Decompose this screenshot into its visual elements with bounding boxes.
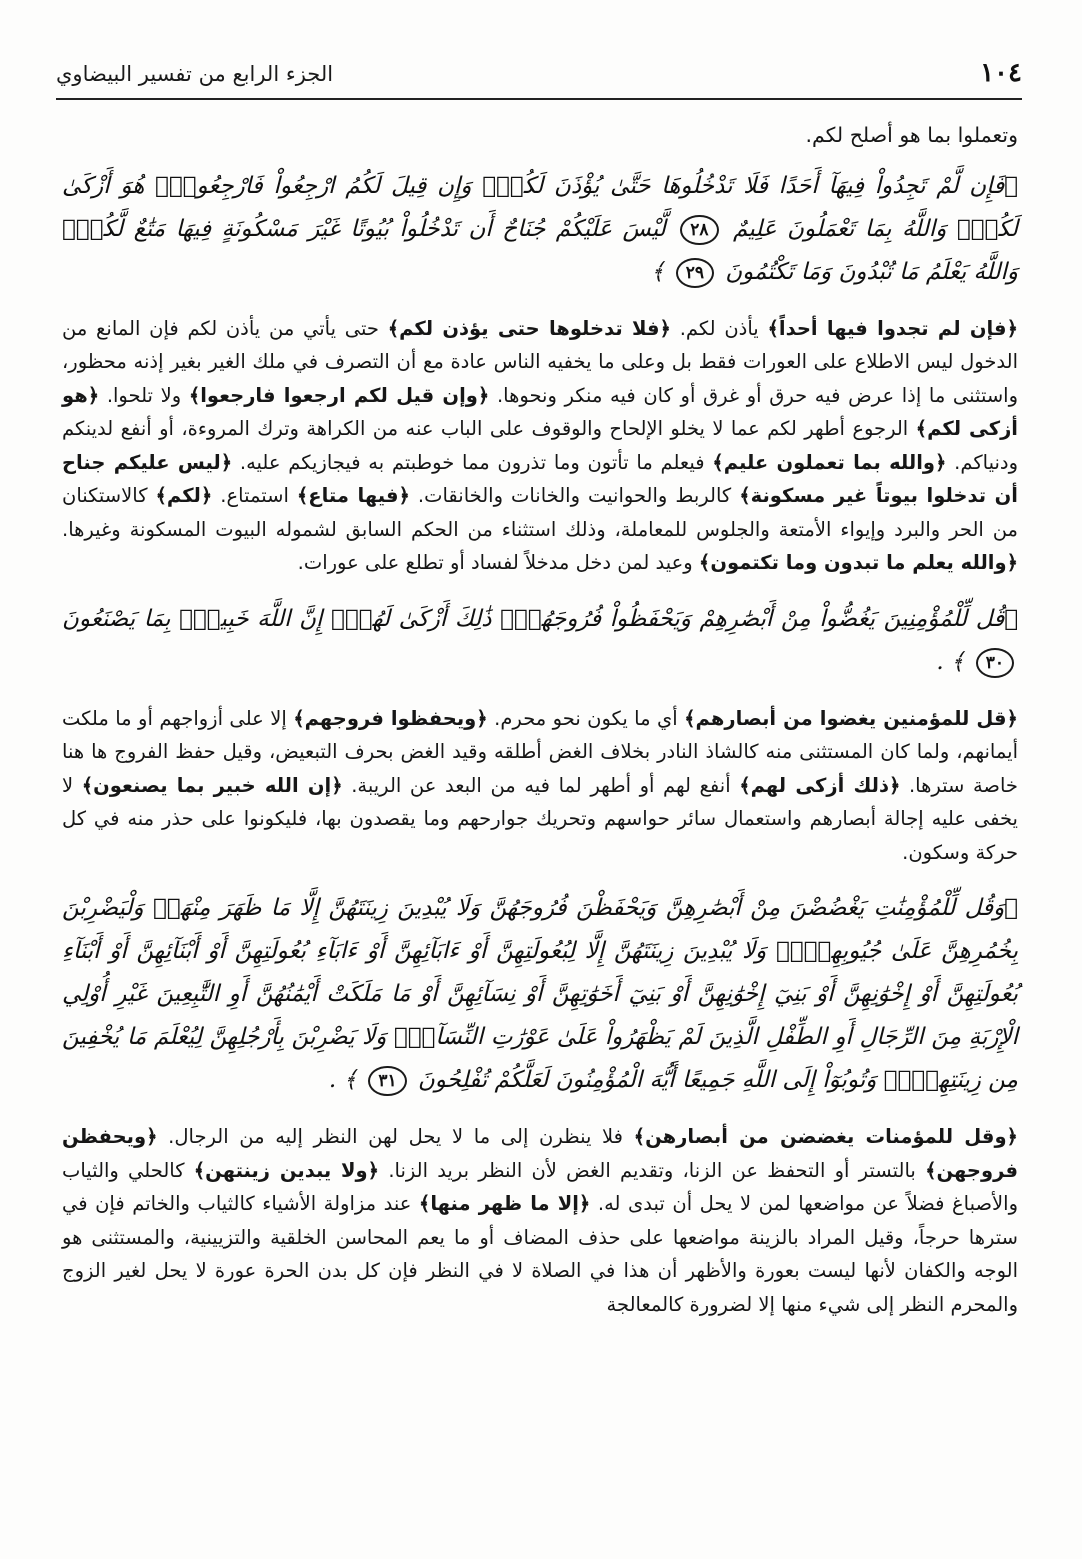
quran-verse-block-31 (62, 887, 1018, 1102)
verse-close-bracket: ﴾ (650, 258, 665, 285)
verse-text: لَّيْسَ عَلَيْكُمْ جُنَاحٌ أَن تَدْخُلُواْ بُيُوتًا غَيْرَ مَسْكُونَةٍ فِيهَا مَتَٰعٌ لَّكُمْۚ وَاللَّهُ يَعْلَمُ مَا تُبْدُونَ وَمَا تَكْتُمُونَ (62, 215, 1018, 285)
quoted-phrase: ﴿ولا يبدين زينتهن﴾ (193, 1158, 380, 1182)
verse-close-bracket: ﴾ . (936, 648, 965, 675)
quoted-phrase: ﴿وإن قيل لكم ارجعوا فارجعوا﴾ (188, 383, 490, 407)
commentary-text: يأذن لكم. (670, 316, 768, 340)
commentary-text: الرجوع أطهر لكم عما لا يخلو الإلحاح والوقوف على الباب عنه من الكراهة وترك المروءة، أو أنفع لدينكم ودنياكم. (62, 417, 1018, 474)
ayah-number-29: ٢٩ (676, 258, 714, 288)
quoted-phrase: ﴿فلا تدخلوها حتى يؤذن لكم﴾ (387, 316, 671, 340)
quran-verse-block-28-29 (62, 165, 1018, 294)
quoted-phrase: ﴿هو أزكى لكم﴾ (62, 383, 1018, 440)
verse-close-bracket: ﴾ . (328, 1067, 358, 1093)
page-header (56, 52, 1022, 100)
verse-text: ﴿فَإِن لَّمْ تَجِدُواْ فِيهَآ أَحَدًا فَلَا تَدْخُلُوهَا حَتَّىٰ يُؤْذَنَ لَكُمْۖ وَإِن قِيلَ لَكُمُ ارْجِعُواْ فَارْجِعُواْۖ هُوَ أَزْكَىٰ لَكُمْۚ وَاللَّهُ بِمَا تَعْمَلُونَ عَلِيمٌ (62, 172, 1018, 242)
quoted-phrase: ﴿ذلك أزكى لهم﴾ (739, 773, 901, 797)
commentary-text: استمتاع. (212, 484, 297, 507)
commentary-text: إلا على أزواجهم أو ما ملكت أيمانهم، ولما كان المستثنى منه كالشاذ النادر بخلاف الغض أطلقه وقيد الغض بحرف التبعيض، وقيل حفظ الفروج ها هنا خاصة سترها. (62, 706, 1018, 797)
running-title: الجزء الرابع من تفسير البيضاوي (56, 62, 334, 86)
commentary-text: فيعلم ما تأتون وما تذرون مما خوطبتم به فيجازيكم عليه. (232, 450, 713, 474)
commentary-text: حتى يأتي من يأذن لكم فإن المانع من الدخول ليس الاطلاع على العورات فقط بل وعلى ما يخفيه الناس عادة مع أن التصرف في ملك الغير بغير إذنه محظور، واستثنى ما إذا عرض فيه حرق أو غرق أو كان فيه منكر ونحوها. (62, 316, 1018, 407)
commentary-text: أنفع لهم أو أطهر لما فيه من البعد عن الريبة. (342, 773, 740, 797)
commentary-text: ولا تلحوا. (99, 383, 189, 407)
page-number: ١٠٤ (980, 58, 1022, 88)
commentary-paragraph-31 (62, 1120, 1018, 1321)
commentary-text: وعيد لمن دخل مدخلاً لفساد أو تطلع على عورات. (297, 551, 699, 574)
commentary-text: كالحلي والثياب والأصباغ فضلاً عن مواضعها لمن لا يحل أن تبدى له. (62, 1158, 1018, 1215)
quoted-phrase: ﴿فيها متاع﴾ (296, 484, 410, 507)
commentary-text: أي ما يكون نحو محرم. (487, 706, 685, 730)
quoted-phrase: ﴿والله يعلم ما تبدون وما تكتمون﴾ (698, 551, 1018, 574)
verse-text: ﴿قُل لِّلْمُؤْمِنِينَ يَغُضُّواْ مِنْ أَبْصَٰرِهِمْ وَيَحْفَظُواْ فُرُوجَهُمْۚ ذَٰلِكَ أَزْكَىٰ لَهُمْۗ إِنَّ اللَّهَ خَبِيرٌۢ بِمَا يَصْنَعُونَ (62, 605, 1018, 632)
quoted-phrase: ﴿ويحفظوا فروجهم﴾ (293, 706, 488, 730)
ayah-number-30: ٣٠ (976, 648, 1014, 678)
quoted-phrase: ﴿فإن لم تجدوا فيها أحداً﴾ (767, 316, 1018, 340)
quoted-phrase: ﴿قل للمؤمنين يغضوا من أبصارهم﴾ (684, 706, 1018, 730)
commentary-text: عند مزاولة الأشياء كالثياب والخاتم فإن في سترها حرجاً، وقيل المراد بالزينة مواضعها على حذف المضاف أو ما يعم المحاسن الخلقية والتزيينية، والمستثنى هو الوجه والكفان لأنها ليست بعورة والأظهر أن هذا في الصلاة لا في النظر فإن كل بدن الحرة عورة لا يحل لغير الزوج والمحرم النظر إلى شيء منها إلا لضرورة كالمعالجة (62, 1192, 1018, 1316)
quoted-phrase: ﴿ليس عليكم جناح أن تدخلوا بيوتاً غير مسكونة﴾ (62, 450, 1018, 507)
quran-verse-block-30 (62, 598, 1018, 684)
paragraph-continuation: وتعملوا بما هو أصلح لكم. (805, 123, 1018, 147)
quoted-phrase: ﴿والله بما تعملون عليم﴾ (712, 450, 947, 474)
commentary-text: كالاستكنان من الحر والبرد وإيواء الأمتعة والجلوس للمعاملة، وذلك استثناء من الحكم السابق لشموله البيوت المسكونة وغيرها. (62, 484, 1018, 541)
commentary-paragraph-30 (62, 702, 1018, 870)
verse-text: ﴿وَقُل لِّلْمُؤْمِنَٰتِ يَغْضُضْنَ مِنْ أَبْصَٰرِهِنَّ وَيَحْفَظْنَ فُرُوجَهُنَّ وَلَا يُبْدِينَ زِينَتَهُنَّ إِلَّا مَا ظَهَرَ مِنْهَاۖ وَلْيَضْرِبْنَ بِخُمُرِهِنَّ عَلَىٰ جُيُوبِهِنَّۖ وَلَا يُبْدِينَ زِينَتَهُنَّ إِلَّا لِبُعُولَتِهِنَّ أَوْ ءَابَآئِهِنَّ أَوْ ءَابَآءِ بُعُولَتِهِنَّ أَوْ أَبْنَآئِهِنَّ أَوْ أَبْنَآءِ بُعُولَتِهِنَّ أَوْ إِخْوَٰنِهِنَّ أَوْ بَنِيٓ إِخْوَٰنِهِنَّ أَوْ بَنِيٓ أَخَوَٰتِهِنَّ أَوْ نِسَآئِهِنَّ أَوْ مَا مَلَكَتْ أَيْمَٰنُهُنَّ أَوِ التَّٰبِعِينَ غَيْرِ أُوْلِي الْإِرْبَةِ مِنَ الرِّجَالِ أَوِ الطِّفْلِ الَّذِينَ لَمْ يَظْهَرُواْ عَلَىٰ عَوْرَٰتِ النِّسَآءِۖ وَلَا يَضْرِبْنَ بِأَرْجُلِهِنَّ لِيُعْلَمَ مَا يُخْفِينَ مِن زِينَتِهِنَّۚ وَتُوبُوٓاْ إِلَى اللَّهِ جَمِيعًا أَيُّهَ الْمُؤْمِنُونَ لَعَلَّكُمْ تُفْلِحُونَ (62, 895, 1018, 1093)
commentary-text: كالربط والحوانيت والخانات والخانقات. (409, 484, 740, 507)
quoted-phrase: ﴿ويحفظن فروجهن﴾ (62, 1125, 1018, 1182)
commentary-text: بالتستر أو التحفظ عن الزنا، وتقديم الغض لأن النظر بريد الزنا. (379, 1158, 926, 1182)
ayah-number-31: ٣١ (368, 1066, 406, 1096)
quoted-phrase: ﴿إن الله خبير بما يصنعون﴾ (81, 773, 343, 797)
quoted-phrase: ﴿إلا ما ظهر منها﴾ (418, 1192, 591, 1215)
ayah-number-28: ٢٨ (680, 215, 718, 245)
commentary-paragraph-28-29 (62, 312, 1018, 580)
quoted-phrase: ﴿وقل للمؤمنات يغضضن من أبصارهن﴾ (633, 1125, 1018, 1148)
page-body (62, 118, 1018, 1321)
quoted-phrase: ﴿لكم﴾ (155, 484, 213, 507)
commentary-text: فلا ينظرن إلى ما لا يحل لهن النظر إليه من الرجال. (157, 1125, 634, 1148)
commentary-text: لا يخفى عليه إجالة أبصارهم واستعمال سائر حواسهم وتحريك جوارحهم وما يقصدون بها، فليكونوا على حذر منه في كل حركة وسكون. (62, 773, 1018, 864)
